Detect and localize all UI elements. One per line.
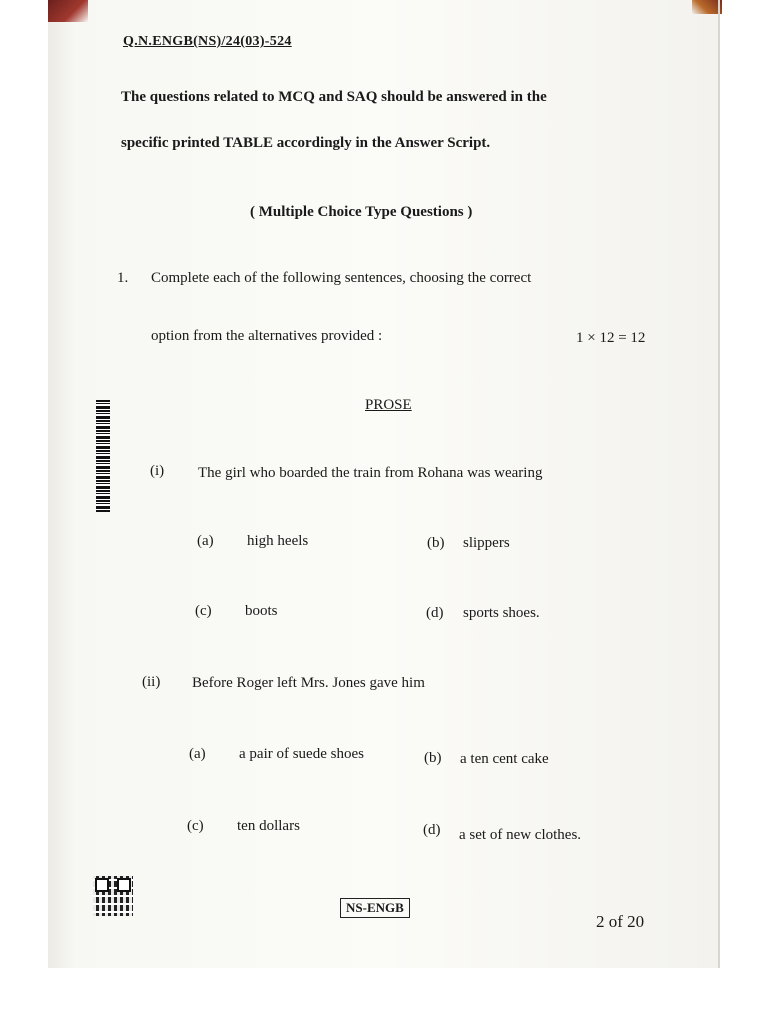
section-heading: ( Multiple Choice Type Questions ) [250,204,473,220]
question-text-line-2: option from the alternatives provided : [151,328,383,344]
sub-question-text: Before Roger left Mrs. Jones gave him [192,675,425,691]
option-text: a pair of suede shoes [239,746,364,762]
sub-question-number: (ii) [142,674,161,690]
option-label: (a) [197,533,214,549]
sub-question-number: (i) [150,463,165,479]
question-text-line-1: Complete each of the following sentences, choosing the correct [151,270,532,286]
option-text: ten dollars [237,818,300,834]
option-label: (c) [187,818,204,834]
instruction-line-1: The questions related to MCQ and SAQ should be answered in the [121,89,547,105]
option-label: (b) [424,750,442,766]
question-number: 1. [117,270,129,286]
question-marks: 1 × 12 = 12 [576,330,646,346]
footer-subject-code: NS-ENGB [340,898,410,918]
option-label: (d) [423,822,441,838]
page-edge [718,0,720,968]
instruction-line-2: specific printed TABLE accordingly in the Answer Script. [121,135,491,151]
sub-question-text: The girl who boarded the train from Rohana was wearing [198,465,543,481]
subheading-prose: PROSE [365,397,412,413]
option-label: (b) [427,535,445,551]
option-text: a ten cent cake [460,751,549,767]
page-corner-shadow [48,0,88,22]
barcode-icon [96,400,110,512]
option-label: (d) [426,605,444,621]
option-text: a set of new clothes. [459,827,582,843]
option-text: boots [245,603,278,619]
option-text: sports shoes. [463,605,540,621]
option-text: slippers [463,535,510,551]
question-paper-code: Q.N.ENGB(NS)/24(03)-524 [123,34,292,49]
option-label: (a) [189,746,206,762]
option-label: (c) [195,603,212,619]
qr-code-icon [93,876,133,916]
page-number: 2 of 20 [596,912,645,931]
option-text: high heels [247,533,309,549]
